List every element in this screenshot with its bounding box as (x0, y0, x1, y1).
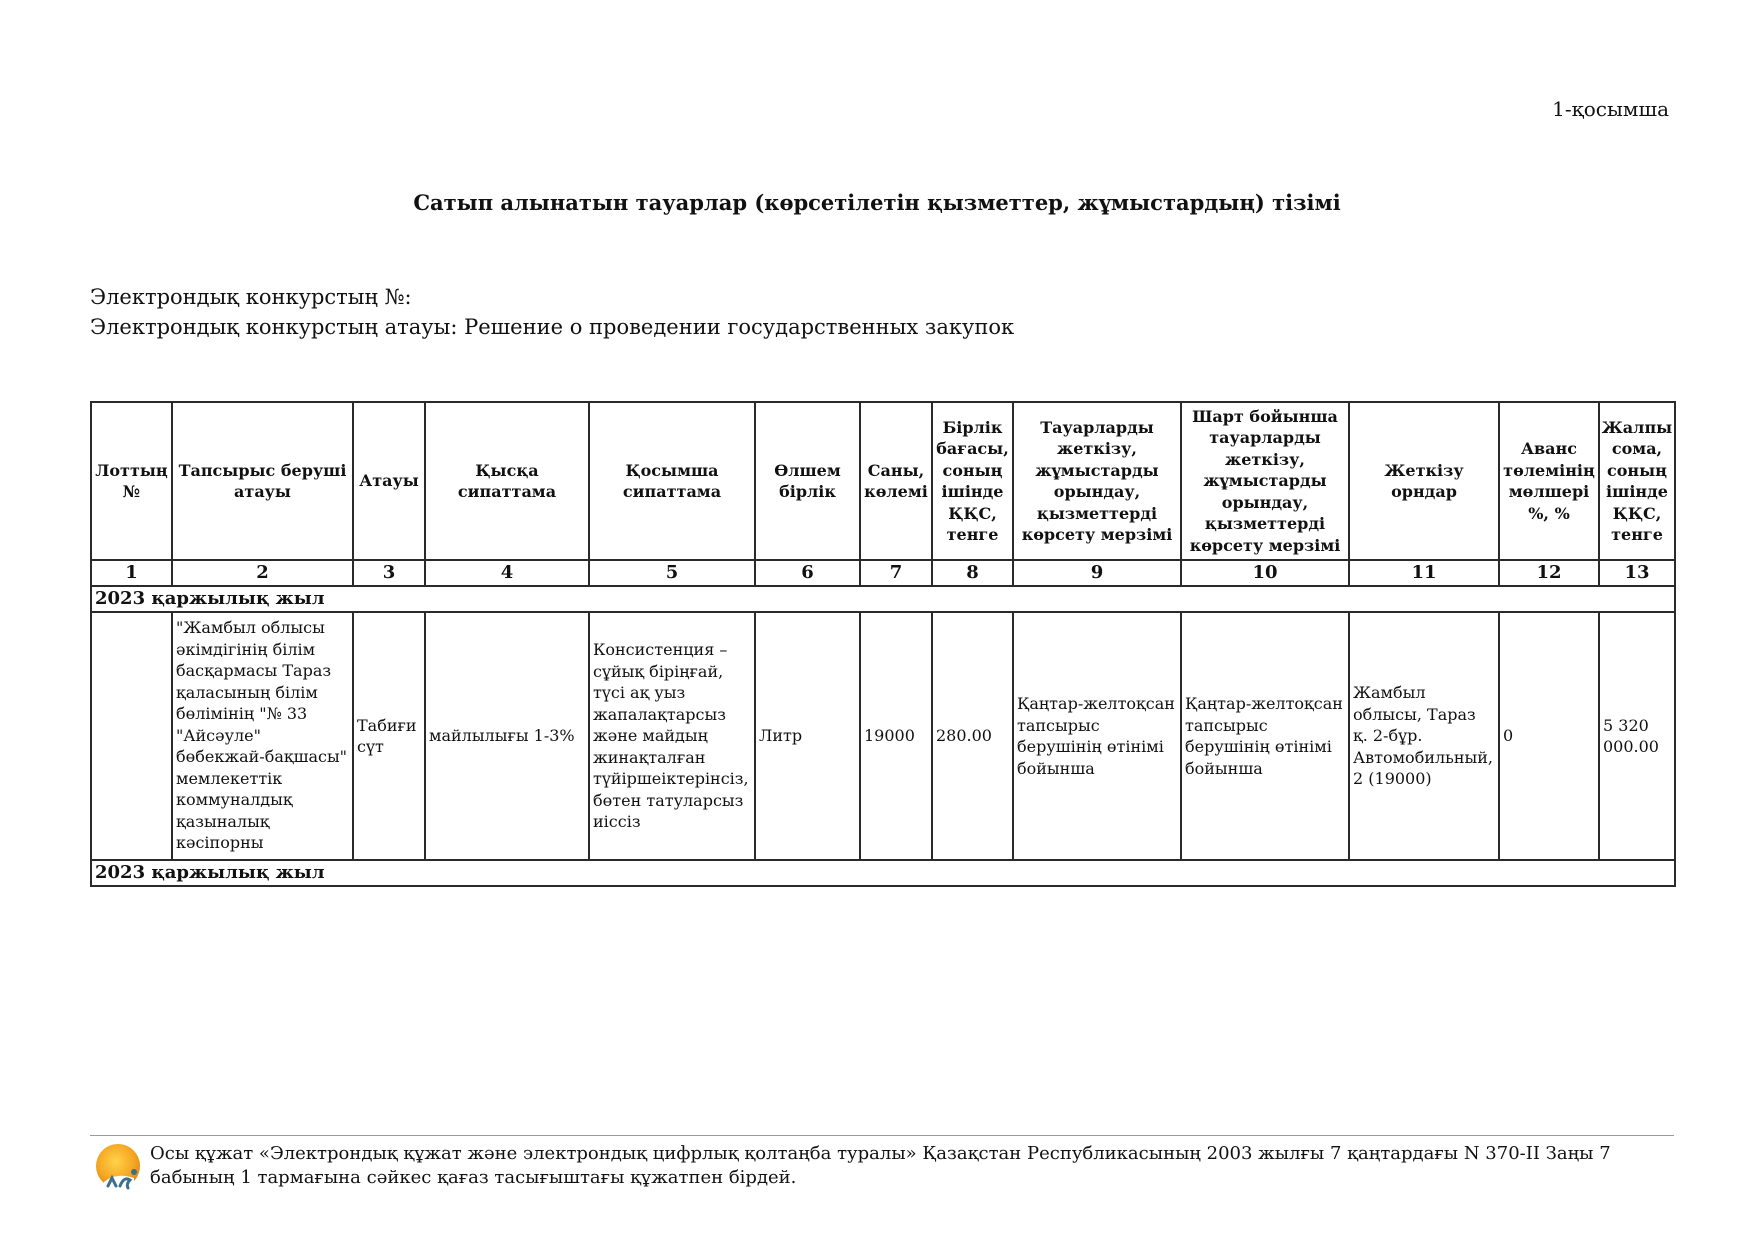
column-number: 1 (91, 560, 172, 586)
header-customer: Тапсырыс беруші атауы (172, 402, 353, 560)
document-title: Сатып алынатын тауарлар (көрсетілетін қызметтер, жұмыстардың) тізімі (413, 190, 1341, 215)
competition-number-label: Электрондық конкурстың №: (90, 285, 412, 309)
header-unit-price: Бірлік бағасы, соның ішінде ҚҚС, тенге (932, 402, 1013, 560)
column-number: 11 (1349, 560, 1499, 586)
header-contract-delivery-term: Шарт бойынша тауарларды жеткізу, жұмыстарды орындау, қызметтерді көрсету мерзімі (1181, 402, 1349, 560)
column-number: 9 (1013, 560, 1181, 586)
table-row (91, 612, 1675, 860)
cell-short-description: майлылығы 1-3% (425, 612, 589, 860)
header-short-description: Қысқа сипаттама (425, 402, 589, 560)
column-number: 8 (932, 560, 1013, 586)
footer-legal-text: Осы құжат «Электрондық құжат және электрондық цифрлық қолтаңба туралы» Қазақстан Республикасының 2003 жылғы 7 қаңтардағы N 370-II Заңы 7 бабының 1 тармағына сәйкес қағаз тасығыштағы құжатпен бірдей. (150, 1143, 1611, 1188)
header-quantity: Саны, көлемі (860, 402, 932, 560)
column-number: 2 (172, 560, 353, 586)
header-row (91, 402, 1675, 560)
cell-unit: Литр (755, 612, 860, 860)
fiscal-year-row (91, 860, 1675, 886)
header-lot-number: Лоттың № (91, 402, 172, 560)
competition-meta (90, 282, 1014, 342)
e-document-seal-icon (94, 1142, 144, 1192)
header-delivery-term: Тауарларды жеткізу, жұмыстарды орындау, қызметтерді көрсету мерзімі (1013, 402, 1181, 560)
column-number: 7 (860, 560, 932, 586)
column-number: 13 (1599, 560, 1675, 586)
cell-delivery-place: Жамбыл облысы, Тараз қ. 2-бұр. Автомобильный, 2 (19000) (1349, 612, 1499, 860)
header-additional-description: Қосымша сипаттама (589, 402, 755, 560)
appendix-label: 1-қосымша (1552, 97, 1669, 121)
column-number: 12 (1499, 560, 1599, 586)
column-number: 6 (755, 560, 860, 586)
header-advance-percent: Аванс төлемінің мөлшері %, % (1499, 402, 1599, 560)
cell-customer: "Жамбыл облысы әкімдігінің білім басқармасы Тараз қаласының білім бөлімінің "№ 33 "Айсәуле" бөбекжай-бақшасы" мемлекеттік коммуналдық қазыналық кәсіпорны (172, 612, 353, 860)
column-number: 4 (425, 560, 589, 586)
fiscal-year-label: 2023 қаржылық жыл (91, 586, 1675, 612)
column-number-row (91, 560, 1675, 586)
header-name: Атауы (353, 402, 425, 560)
cell-contract-delivery-term: Қаңтар-желтоқсан тапсырыс берушінің өтінімі бойынша (1181, 612, 1349, 860)
fiscal-year-label: 2023 қаржылық жыл (91, 860, 1675, 886)
column-number: 5 (589, 560, 755, 586)
header-total-amount: Жалпы сома, соның ішінде ҚҚС, тенге (1599, 402, 1675, 560)
competition-name-label: Электрондық конкурстың атауы: Решение о проведении государственных закупок (90, 315, 1015, 339)
cell-additional-description: Консистенция – сұйық біріңғай, түсі ақ уыз жапалақтарсыз және майдың жинақталған түйіршеіктерінсіз, бөтен татуларсыз иіссіз (589, 612, 755, 860)
header-delivery-place: Жеткізу орндар (1349, 402, 1499, 560)
cell-name: Табиғи сүт (353, 612, 425, 860)
cell-lot-number (91, 612, 172, 860)
cell-delivery-term: Қаңтар-желтоқсан тапсырыс берушінің өтінімі бойынша (1013, 612, 1181, 860)
header-unit: Өлшем бірлік (755, 402, 860, 560)
goods-table (90, 401, 1676, 887)
cell-total-amount: 5 320 000.00 (1599, 612, 1675, 860)
cell-quantity: 19000 (860, 612, 932, 860)
column-number: 3 (353, 560, 425, 586)
fiscal-year-row (91, 586, 1675, 612)
column-number: 10 (1181, 560, 1349, 586)
cell-advance-percent: 0 (1499, 612, 1599, 860)
footer-divider (90, 1135, 1674, 1136)
cell-unit-price: 280.00 (932, 612, 1013, 860)
